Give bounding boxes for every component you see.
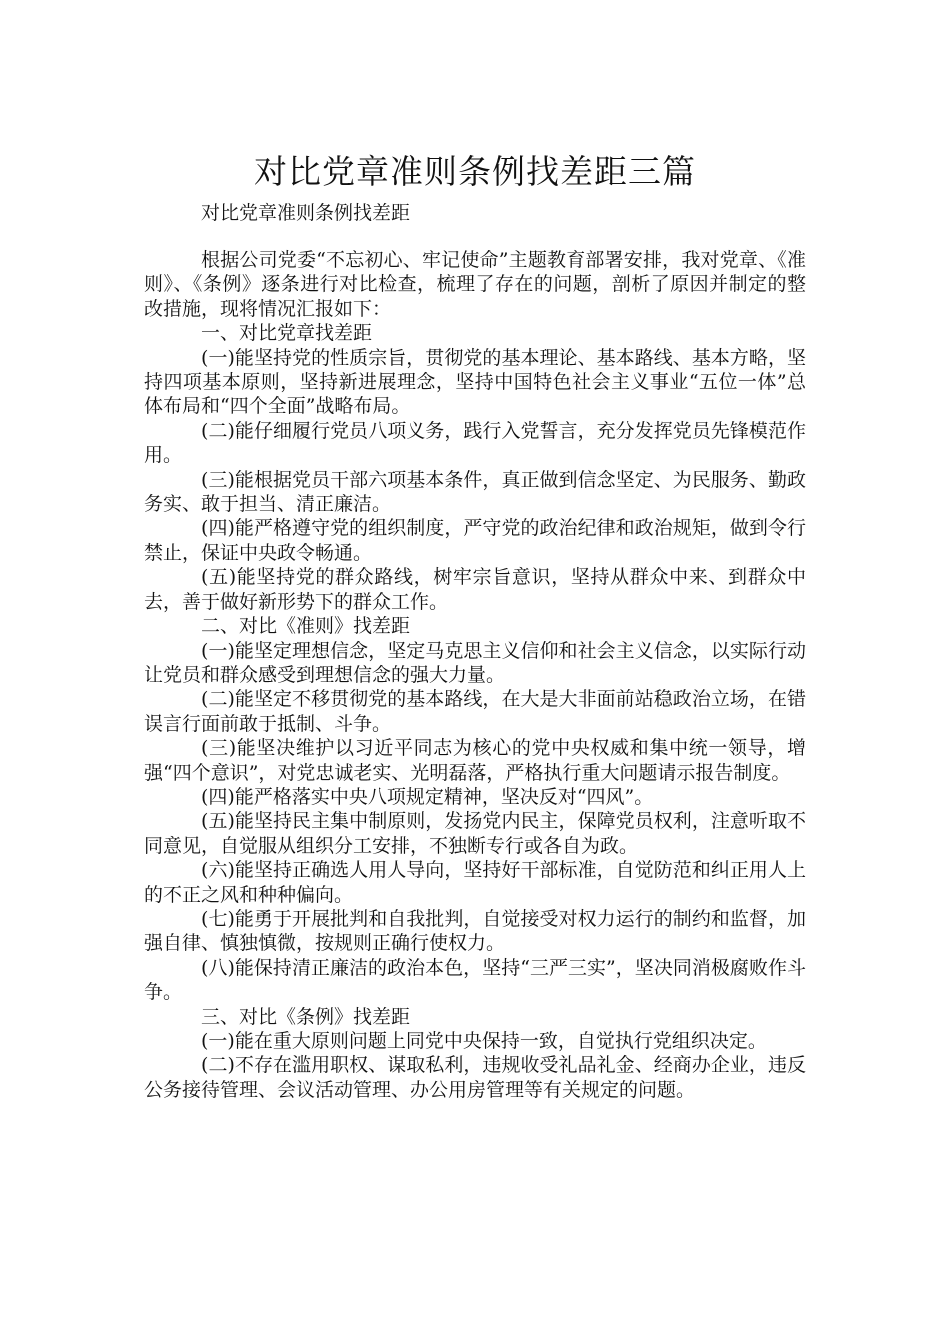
section-item: (二)不存在滥用职权、谋取私利，违规收受礼品礼金、经商办企业，违反公务接待管理、会议活动管理、办公用房管理等有关规定的问题。 [144,1054,806,1101]
section-item: (一)能在重大原则问题上同党中央保持一致，自觉执行党组织决定。 [201,1030,767,1052]
section-item: (五)能坚持党的群众路线，树牢宗旨意识，坚持从群众中来、到群众中去，善于做好新形势下的群众工作。 [144,566,806,613]
section-item: (三)能坚决维护以习近平同志为核心的党中央权威和集中统一领导，增强“四个意识”，对党忠诚老实、光明磊落，严格执行重大问题请示报告制度。 [144,737,806,784]
section-item: (三)能根据党员干部六项基本条件，真正做到信念坚定、为民服务、勤政务实、敢于担当、清正廉洁。 [144,468,806,516]
section-item: (四)能严格落实中央八项规定精神，坚决反对“四风”。 [201,785,654,808]
section-heading: 一、对比党章找差距 [201,322,373,345]
section-heading: 二、对比《准则》找差距 [201,615,411,638]
section-item: (六)能坚持正确选人用人导向，坚持好干部标准，自觉防范和纠正用人上的不正之风和种种偏向。 [144,859,806,906]
section-item: (四)能严格遵守党的组织制度，严守党的政治纪律和政治规矩，做到令行禁止，保证中央政令畅通。 [144,517,806,564]
document-title: 对比党章准则条例找差距三篇 [254,152,696,192]
section-item: (二)能仔细履行党员八项义务，践行入党誓言，充分发挥党员先锋模范作用。 [144,419,806,467]
section-heading: 三、对比《条例》找差距 [201,1005,411,1028]
section-item: (一)能坚持党的性质宗旨，贯彻党的基本理论、基本路线、基本方略，坚持四项基本原则，坚持新进展理念，坚持中国特色社会主义事业“五位一体”总体布局和“四个全面”战略布局。 [144,346,806,418]
section-item: (一)能坚定理想信念，坚定马克思主义信仰和社会主义信念，以实际行动让党员和群众感受到理想信念的强大力量。 [144,639,806,686]
section-item: (五)能坚持民主集中制原则，发扬党内民主，保障党员权利，注意听取不同意见，自觉服从组织分工安排，不独断专行或各自为政。 [144,810,806,857]
section-item: (八)能保持清正廉洁的政治本色，坚持“三严三实”，坚决同消极腐败作斗争。 [144,956,806,1004]
document-subtitle: 对比党章准则条例找差距 [201,202,411,224]
section-item: (七)能勇于开展批判和自我批判，自觉接受对权力运行的制约和监督，加强自律、慎独慎微，按规则正确行使权力。 [144,907,806,955]
section-item: (二)能坚定不移贯彻党的基本路线，在大是大非面前站稳政治立场，在错误言行面前敢于抵制、斗争。 [144,688,806,735]
intro-paragraph: 根据公司党委“不忘初心、牢记使命”主题教育部署安排，我对党章、《准则》、《条例》逐条进行对比检查，梳理了存在的问题，剖析了原因并制定的整改措施，现将情况汇报如下： [144,249,806,320]
document-body [144,248,806,1102]
